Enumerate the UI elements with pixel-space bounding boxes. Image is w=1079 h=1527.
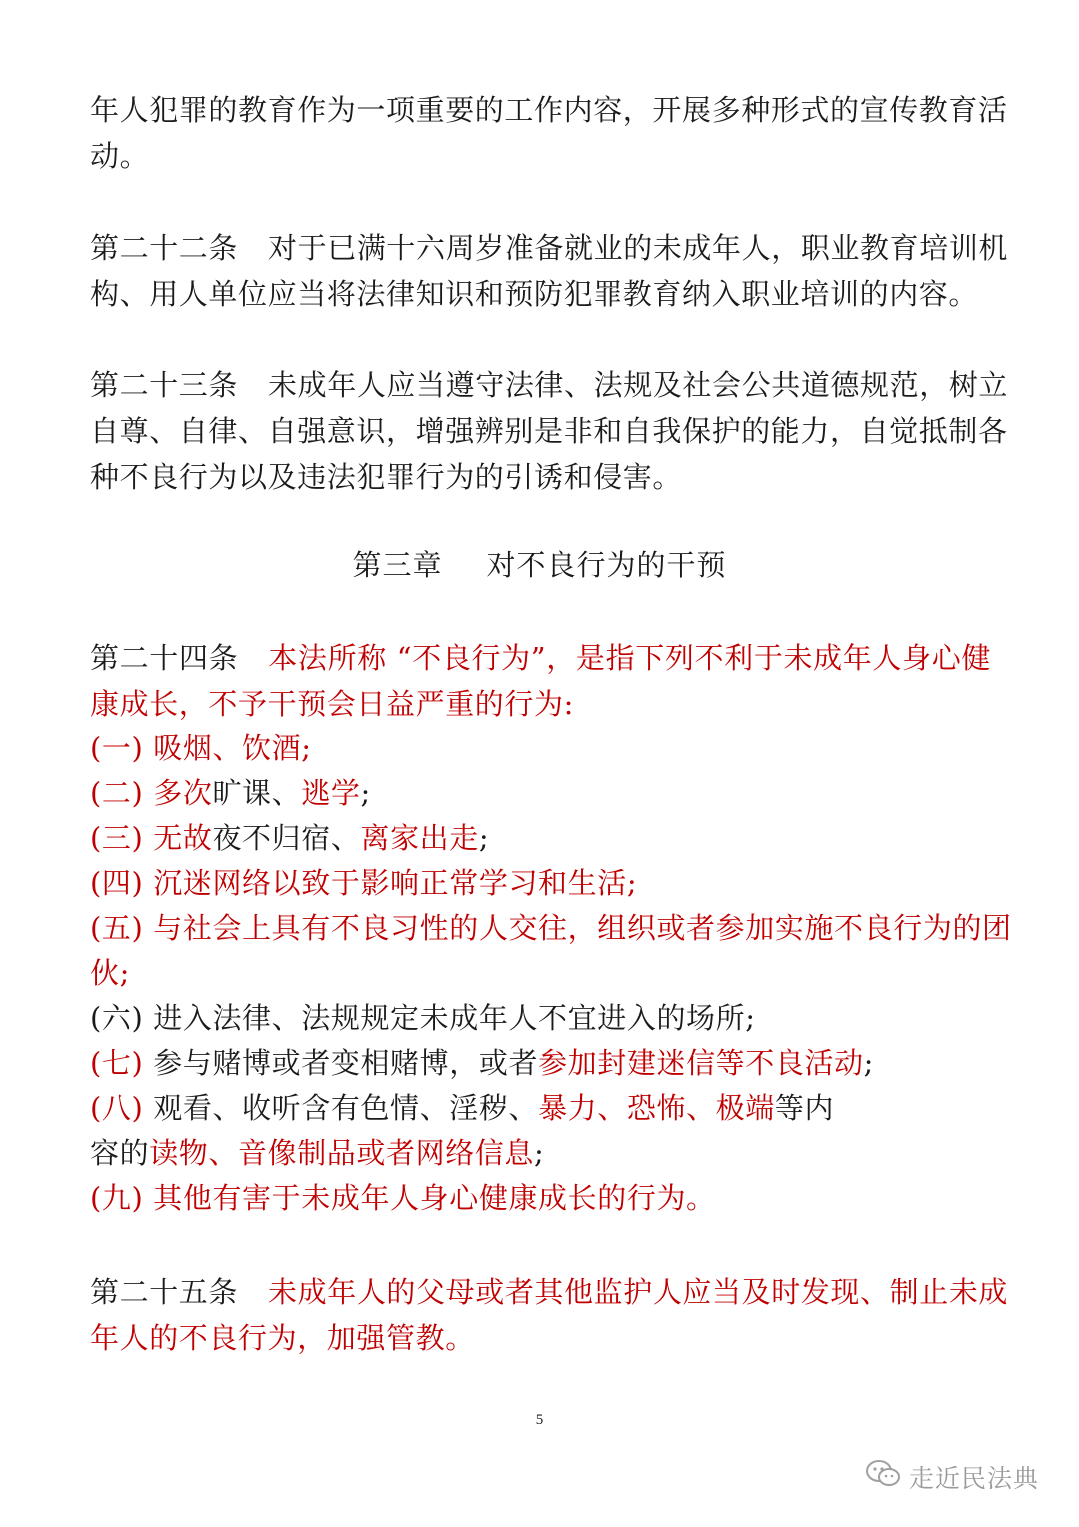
list-item-continued: 伙;: [90, 956, 130, 990]
item-text: 观看、收听含有色情、淫秽、: [143, 1091, 539, 1125]
watermark-text: 走近民法典: [909, 1464, 1040, 1493]
article-text: 对于已满十六周岁准备就业的未成年人，职业教育培训机: [268, 231, 1009, 265]
item-text: 离家出走: [360, 821, 479, 855]
paragraph-line: 动。: [90, 139, 150, 173]
article-25-line: 年人的不良行为，加强管教。: [90, 1321, 475, 1355]
item-text: ;: [534, 1136, 545, 1170]
item-text: 容的: [90, 1136, 150, 1170]
item-text: (七): [90, 1046, 144, 1080]
item-text: (三) 无故: [90, 821, 213, 855]
item-text: 参与赌博或者变相赌博，或者: [143, 1046, 539, 1080]
list-item: [90, 771, 991, 815]
article-text: 未成年人应当遵守法律、法规及社会公共道德规范，树立: [268, 368, 1009, 402]
list-item: [90, 816, 991, 860]
item-text: ;: [863, 1046, 875, 1080]
article-25: [90, 1270, 1009, 1314]
item-text: 旷课、: [212, 776, 302, 810]
article-22-line: 构、用人单位应当将法律知识和预防犯罪教育纳入职业培训的内容。: [90, 277, 979, 311]
item-text: 等内: [774, 1091, 835, 1125]
item-text: 夜不归宿、: [212, 821, 361, 855]
list-item: [90, 1086, 991, 1130]
article-label: 第二十四条: [90, 641, 239, 675]
watermark: [865, 1456, 1039, 1498]
paragraph-line: 年人犯罪的教育作为一项重要的工作内容，开展多种形式的宣传教育活: [90, 93, 1008, 127]
article-23-line: 种不良行为以及违法犯罪行为的引诱和侵害。: [90, 460, 683, 494]
list-item: (五) 与社会上具有不良习性的人交往，组织或者参加实施不良行为的团: [90, 911, 1012, 945]
article-label: 第二十三条: [90, 368, 239, 402]
article-24-line: 康成长，不予干预会日益严重的行为:: [90, 687, 574, 721]
article-23-line: 自尊、自律、自强意识，增强辨别是非和自我保护的能力，自觉抵制各: [90, 414, 1008, 448]
chapter-number: 第三章: [352, 548, 443, 582]
list-item: (一) 吸烟、饮酒;: [90, 731, 312, 765]
page-number: 5: [535, 1412, 544, 1428]
item-text: 参加封建迷信等不良活动: [538, 1046, 864, 1080]
item-text: 读物、音像制品或者网络信息: [149, 1136, 535, 1170]
article-23: [90, 363, 1009, 407]
article-label: 第二十五条: [90, 1275, 239, 1309]
article-text: 未成年人的父母或者其他监护人应当及时发现、制止未成: [268, 1275, 1009, 1309]
chapter-title: 对不良行为的干预: [486, 548, 727, 582]
article-text: 本法所称 “不良行为”，是指下列不利于未成年人身心健: [268, 641, 991, 675]
list-item: [90, 1041, 991, 1085]
list-item: (九) 其他有害于未成年人身心健康成长的行为。: [90, 1181, 716, 1215]
chapter-heading: [0, 542, 1079, 588]
item-text: (八): [90, 1091, 144, 1125]
article-label: 第二十二条: [90, 231, 239, 265]
list-item-continued: [90, 1131, 991, 1175]
item-text: ;: [360, 776, 371, 810]
list-item: (四) 沉迷网络以致于影响正常学习和生活;: [90, 866, 638, 900]
list-item: (六) 进入法律、法规规定未成年人不宜进入的场所;: [90, 1001, 756, 1035]
article-24: [90, 636, 991, 680]
item-text: 逃学: [301, 776, 361, 810]
item-text: (二) 多次: [90, 776, 213, 810]
article-22: [90, 226, 1009, 270]
item-text: ;: [478, 821, 490, 855]
item-text: 暴力、恐怖、极端: [538, 1091, 775, 1125]
wechat-icon: [865, 1459, 901, 1495]
